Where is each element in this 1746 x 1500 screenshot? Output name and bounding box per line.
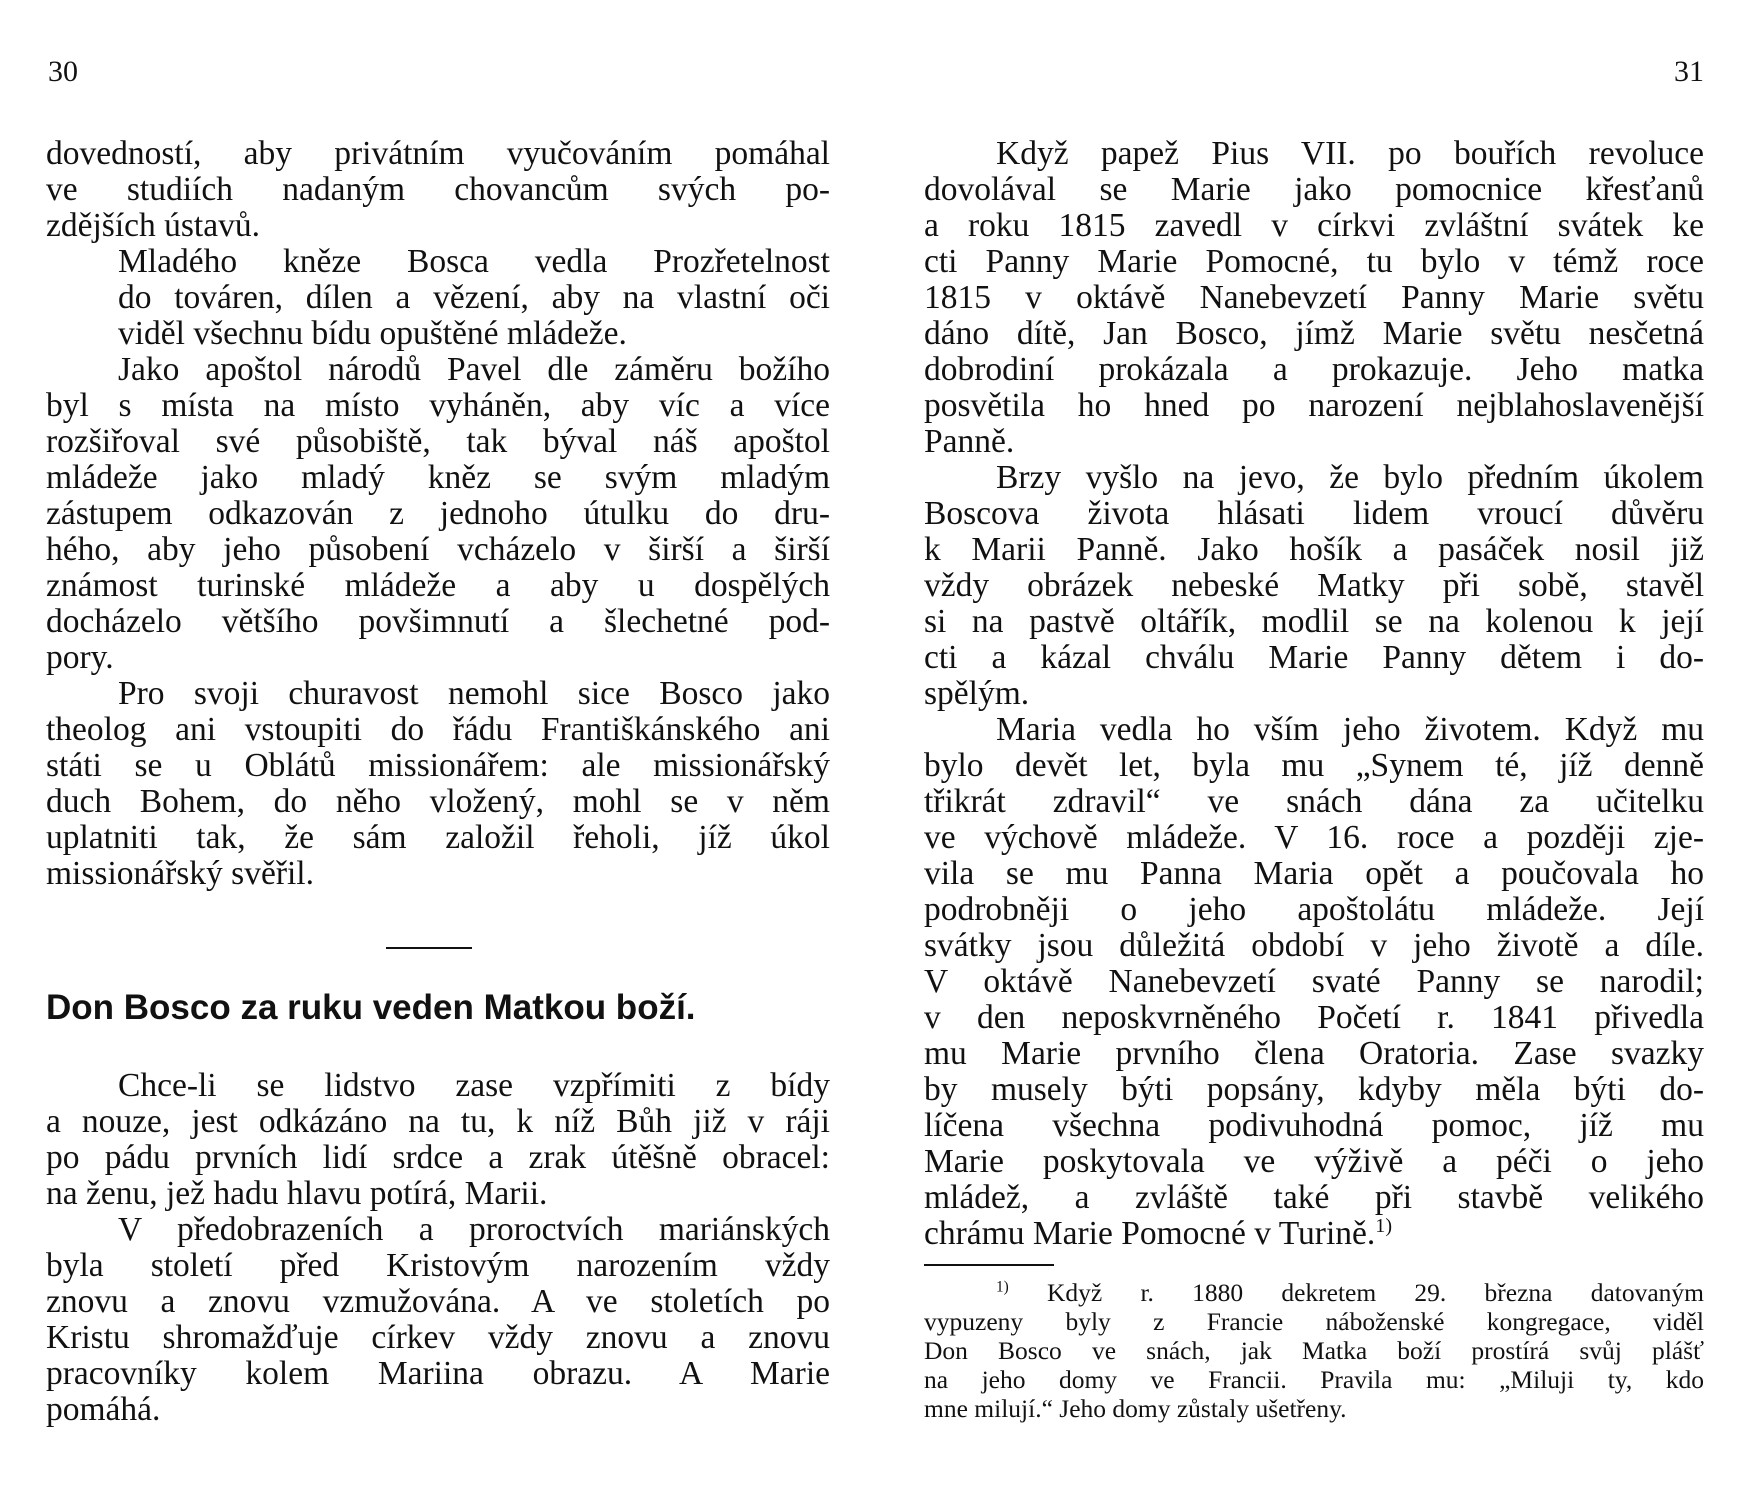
text-line: třikrát zdravil“ ve snách dána za učitelku: [924, 783, 1704, 820]
footnote-line: Don Bosco ve snách, jak Matka boží prostírá svůj plášť: [924, 1336, 1704, 1365]
text-line: Chce-li se lidstvo zase vzpřímiti z bídy: [118, 1067, 830, 1104]
text-line: mládež, a zvláště také při stavbě velikého: [924, 1179, 1704, 1216]
text-line: pracovníky kolem Mariina obrazu. A Marie: [46, 1355, 830, 1392]
text-line: státi se u Oblátů missionářem: ale missionářský: [46, 747, 830, 784]
text-line: rozšiřoval své působiště, tak býval náš apoštol: [46, 423, 830, 460]
text-line: svátky jsou důležitá období v jeho životě a díle.: [924, 927, 1704, 964]
paragraph: [46, 1068, 830, 1212]
text-line: bylo devět let, byla mu „Synem té, jíž denně: [924, 747, 1704, 784]
paragraph: [46, 136, 830, 244]
text-line: hého, aby jeho působení vcházelo v širší a širší: [46, 531, 830, 568]
section-heading: Don Bosco za ruku veden Matkou boží.: [46, 988, 696, 1027]
body-text: [46, 136, 830, 892]
paragraph: [924, 712, 1704, 1252]
text-line: docházelo většího povšimnutí a šlechetné pod-: [46, 603, 830, 640]
text-line: k Marii Panně. Jako hošík a pasáček nosil již: [924, 531, 1704, 568]
text-line: V předobrazeních a proroctvích mariánských: [118, 1211, 830, 1248]
text-line: vždy obrázek nebeské Matky při sobě, stavěl: [924, 567, 1704, 604]
footnote-line-content: Když r. 1880 dekretem 29. března datovaným: [1046, 1278, 1705, 1307]
text-line: podrobněji o jeho apoštolátu mládeže. Její: [924, 891, 1704, 928]
text-line: zdějších ústavů.: [46, 207, 260, 244]
text-line: vila se mu Panna Maria opět a poučovala ho: [924, 855, 1704, 892]
footnote-marker: 1): [996, 1278, 1009, 1296]
text-line: Panně.: [924, 423, 1015, 460]
paragraph: [924, 460, 1704, 712]
text-line: Maria vedla ho vším jeho životem. Když mu: [996, 711, 1704, 748]
footnote-line: [924, 1278, 1704, 1307]
text-line: si na pastvě oltářík, modlil se na kolenou k její: [924, 603, 1704, 640]
body-text: [924, 136, 1704, 1252]
text-line: Kristu shromažďuje církev vždy znovu a znovu: [46, 1319, 830, 1356]
text-line: a roku 1815 zavedl v církvi zvláštní svátek ke: [924, 207, 1704, 244]
paragraph: [46, 244, 830, 352]
text-line: na ženu, jež hadu hlavu potírá, Marii.: [46, 1175, 548, 1212]
text-line: v den neposkvrněného Početí r. 1841 přivedla: [924, 999, 1704, 1036]
page-number: 30: [48, 55, 78, 88]
footnote-line: vypuzeny byly z Francie náboženské kongregace, viděl: [924, 1307, 1704, 1336]
text-line: mu Marie prvního člena Oratoria. Zase svazky: [924, 1035, 1704, 1072]
text-line: cti a kázal chválu Marie Panny dětem i do-: [924, 639, 1704, 676]
page-number: 31: [1674, 55, 1704, 88]
text-line: zástupem odkazován z jednoho útulku do dru-: [46, 495, 830, 532]
paragraph: [46, 352, 830, 676]
text-line: missionářský svěřil.: [46, 855, 314, 892]
text-line: dobrodiní prokázala a prokazuje. Jeho matka: [924, 351, 1704, 388]
text-line: viděl všechnu bídu opuštěné mládeže.: [118, 315, 627, 352]
text-line: uplatniti tak, že sám založil řeholi, jíž úkol: [46, 819, 830, 856]
text-line: ve výchově mládeže. V 16. roce a později zje-: [924, 819, 1704, 856]
text-line: Jako apoštol národů Pavel dle záměru božího: [118, 351, 830, 388]
text-line: dovolával se Marie jako pomocnice křesťanů: [924, 171, 1704, 208]
text-line: znovu a znovu vzmužována. A ve stoletích po: [46, 1283, 830, 1320]
text-line: dáno dítě, Jan Bosco, jímž Marie světu nesčetná: [924, 315, 1704, 352]
text-line: známost turinské mládeže a aby u dospělých: [46, 567, 830, 604]
paragraph: [46, 1212, 830, 1428]
text-line: ve studiích nadaným chovancům svých po-: [46, 171, 830, 208]
text-line: pomáhá.: [46, 1391, 161, 1428]
text-line: theolog ani vstoupiti do řádu Františkánského ani: [46, 711, 830, 748]
text-line: mládeže jako mladý kněz se svým mladým: [46, 459, 830, 496]
text-line: duch Bohem, do něho vložený, mohl se v něm: [46, 783, 830, 820]
text-line: líčena všechna podivuhodná pomoc, jíž mu: [924, 1107, 1704, 1144]
text-line: dovedností, aby privátním vyučováním pomáhal: [46, 135, 830, 172]
text-line: Mladého kněze Bosca vedla Prozřetelnost: [118, 243, 830, 280]
footnote-line: mne milují.“ Jeho domy zůstaly ušetřeny.: [924, 1394, 1347, 1423]
paragraph: [46, 676, 830, 892]
paragraph: [924, 136, 1704, 460]
text-line: Když papež Pius VII. po bouřích revoluce: [996, 135, 1704, 172]
text-line: 1815 v oktávě Nanebevzetí Panny Marie světu: [924, 279, 1704, 316]
text-line-content: chrámu Marie Pomocné v Turině.: [924, 1215, 1376, 1252]
text-line: a nouze, jest odkázáno na tu, k níž Bůh již v ráji: [46, 1103, 830, 1140]
text-line: V oktávě Nanebevzetí svaté Panny se narodil;: [924, 963, 1704, 1000]
footnote-line: na jeho domy ve Francii. Pravila mu: „Miluji ty, kdo: [924, 1365, 1704, 1394]
text-line: by musely býti popsány, kdyby měla býti do-: [924, 1071, 1704, 1108]
text-line: spělým.: [924, 675, 1030, 712]
text-line: byla století před Kristovým narozením vždy: [46, 1247, 830, 1284]
text-line: Marie poskytovala ve výživě a péči o jeho: [924, 1143, 1704, 1180]
section-divider: [386, 947, 472, 949]
text-line: do továren, dílen a vězení, aby na vlastní oči: [118, 279, 830, 316]
text-line: po pádu prvních lidí srdce a zrak útěšně obracel:: [46, 1139, 830, 1176]
text-line: Brzy vyšlo na jevo, že bylo předním úkolem: [996, 459, 1704, 496]
text-line: cti Panny Marie Pomocné, tu bylo v témž roce: [924, 243, 1704, 280]
text-line: Boscova života hlásati lidem vroucí důvěru: [924, 495, 1704, 532]
footnote-divider: [924, 1264, 1054, 1266]
text-line: posvětila ho hned po narození nejblahoslavenější: [924, 387, 1704, 424]
footnote-reference: 1): [1375, 1214, 1393, 1237]
text-line: byl s místa na místo vyháněn, aby víc a více: [46, 387, 830, 424]
footnote: [924, 1278, 1704, 1423]
text-line: [924, 1216, 1704, 1252]
section-text: [46, 1068, 830, 1428]
text-line: Pro svoji churavost nemohl sice Bosco jako: [118, 675, 830, 712]
text-line: pory.: [46, 639, 114, 676]
